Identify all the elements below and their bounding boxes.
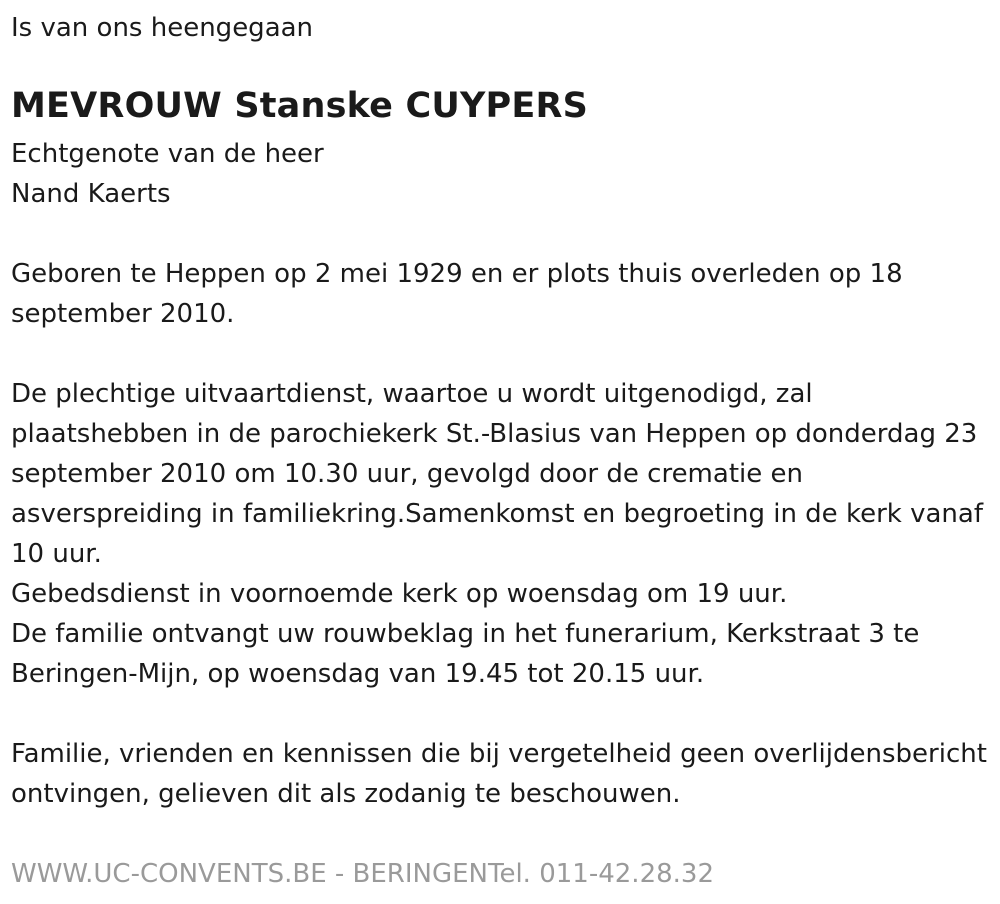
spouse-line-1: Echtgenote van de heer [11, 139, 324, 169]
birth-death-paragraph [11, 254, 996, 334]
source-footer: WWW.UC-CONVENTS.BE - BERINGENTel. 011-42.28.32 [11, 859, 715, 889]
intro-line: Is van ons heengegaan [11, 13, 314, 43]
funeral-service-text: De plechtige uitvaartdienst, waartoe u wordt uitgenodigd, zal plaatshebben in de parochiekerk St.-Blasius van Heppen op donderdag 23 september 2010 om 10.30 uur, gevolgd door de crematie en asverspreiding in familiekring.Samenkomst en begroeting in de kerk vanaf 10 uur. [11, 379, 983, 569]
spouse-line-2: Nand Kaerts [11, 179, 171, 209]
closing-paragraph [11, 734, 996, 814]
deceased-name: MEVROUW Stanske CUYPERS [11, 86, 589, 126]
birth-death-text: Geboren te Heppen op 2 mei 1929 en er plots thuis overleden op 18 september 2010. [11, 259, 903, 329]
closing-text: Familie, vrienden en kennissen die bij vergetelheid geen overlijdensbericht ontvingen, gelieven dit als zodanig te beschouwen. [11, 739, 987, 809]
condolence-text: De familie ontvangt uw rouwbeklag in het funerarium, Kerkstraat 3 te Beringen-Mijn, op woensdag van 19.45 tot 20.15 uur. [11, 619, 920, 689]
prayer-service-text: Gebedsdienst in voornoemde kerk op woensdag om 19 uur. [11, 579, 788, 609]
service-details [11, 374, 996, 694]
spouse-info [11, 134, 996, 214]
